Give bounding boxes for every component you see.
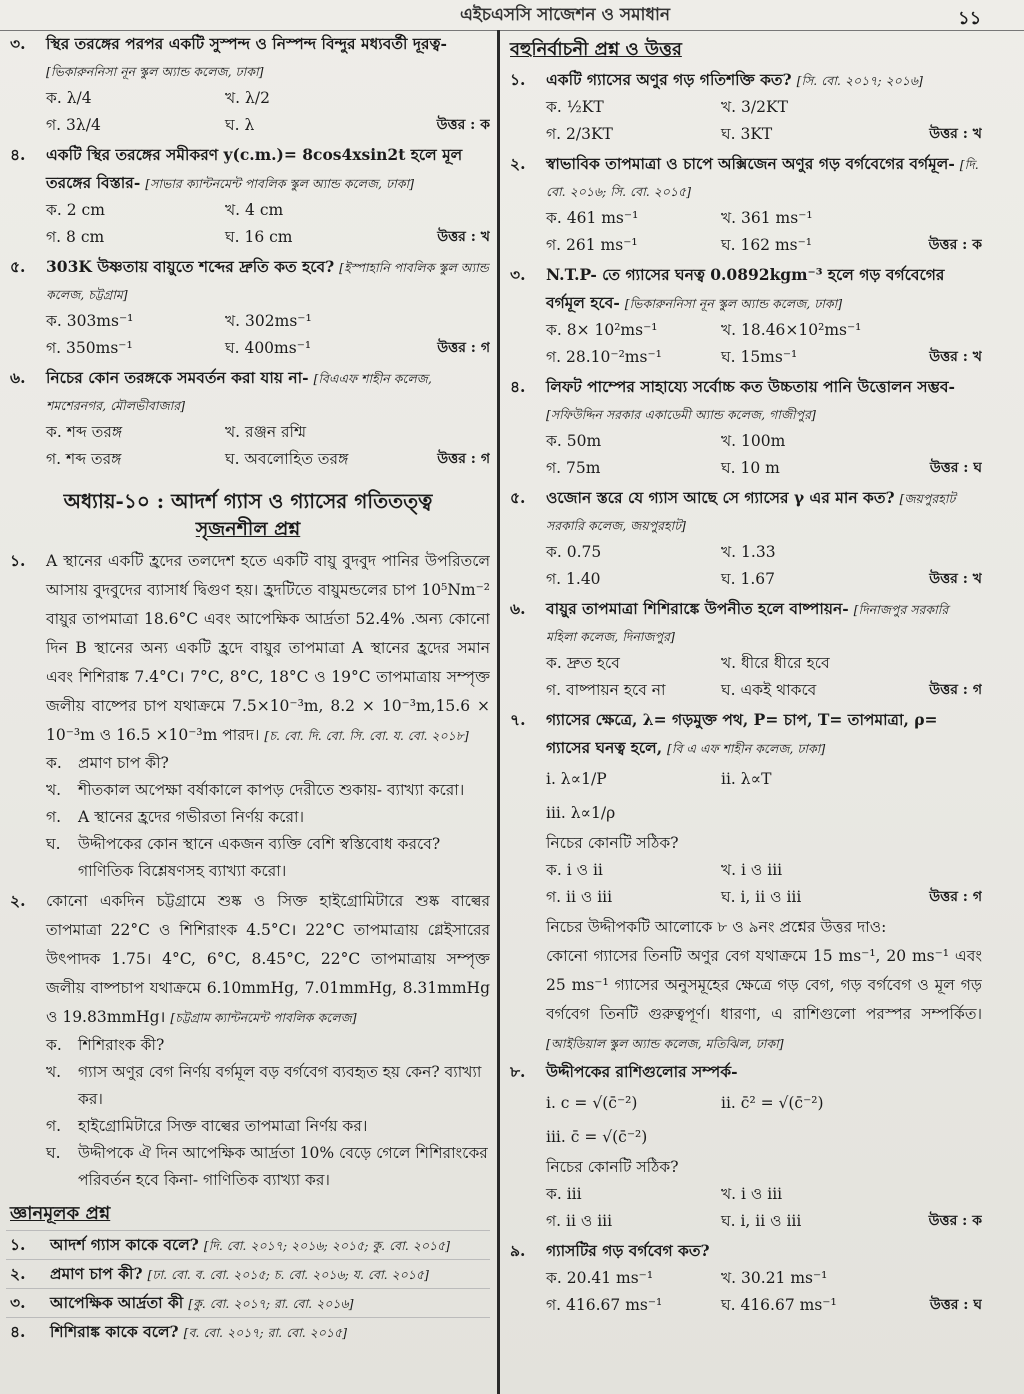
- answer-label: উত্তর : ঘ: [929, 460, 982, 476]
- options-grid: [546, 857, 982, 911]
- option: গ. বাষ্পায়ন হবে না: [546, 681, 666, 699]
- option: গ. 75m: [546, 459, 601, 477]
- answer-label: উত্তর : খ: [929, 571, 982, 587]
- creative-question: [6, 547, 490, 885]
- statement: iii. λ∝1/ρ: [546, 804, 616, 822]
- option: খ. 361 ms⁻¹: [721, 209, 813, 227]
- question-stem: নিচের কোন তরঙ্গকে সমবর্তন করা যায় না-: [46, 368, 309, 387]
- prompt: নিচের কোনটি সঠিক?: [546, 1158, 679, 1176]
- question-number: ৩.: [10, 34, 26, 53]
- answer-label: উত্তর : গ: [929, 889, 982, 905]
- answer-label: উত্তর : গ: [929, 682, 982, 698]
- sub-question: ক. প্রমাণ চাপ কী?: [46, 754, 169, 772]
- option: খ. রঞ্জন রশ্মি: [225, 423, 307, 441]
- option: ক. ½KT: [546, 98, 604, 116]
- mcq-question: [6, 364, 490, 473]
- option: গ. 8 cm: [46, 228, 105, 246]
- option: খ. ধীরে ধীরে হবে: [721, 654, 830, 672]
- options-grid: [46, 419, 490, 473]
- question-source: [ভিকারুননিসা নূন স্কুল অ্যান্ড কলেজ, ঢাকা]: [46, 64, 264, 79]
- sub-question: খ. শীতকাল অপেক্ষা বর্ষাকালে কাপড় দেরীতে শুকায়- ব্যাখ্যা করো।: [46, 781, 465, 799]
- answer-label: উত্তর : ক: [436, 117, 490, 133]
- option: ক. λ/4: [46, 89, 92, 107]
- mcq-question: ৩. N.T.P- তে গ্যাসের ঘনত্ব 0.0892kgm⁻³ হলে গড় বর্গবেগের বর্গমূল হবে- [ভিকারুননিসা নূন স্কুল অ্যান্ড কলেজ, ঢাকা] ক. 8× 10²ms⁻¹ খ. 18.46×10²ms⁻¹ গ. 28.10⁻²ms⁻¹ ঘ. 15ms⁻¹ উত্তর : খ: [506, 261, 982, 371]
- statement: i. c = √(c̄⁻²): [546, 1094, 638, 1112]
- question-source: [সাভার ক্যান্টনমেন্ট পাবলিক স্কুল অ্যান্ড কলেজ, ঢাকা]: [145, 176, 414, 191]
- mcq-question: ৬. বায়ুর তাপমাত্রা শিশিরাঙ্কে উপনীত হলে বাষ্পায়ন- [দিনাজপুর সরকারি মহিলা কলেজ, দিনাজপুর] ক. দ্রুত হবে খ. ধীরে ধীরে হবে গ. বাষ্পায়ন হবে না ঘ. একই থাকবে উত্তর : গ: [506, 595, 982, 704]
- sub-question: ক. শিশিরাংক কী?: [46, 1036, 165, 1054]
- options-grid: [546, 317, 982, 371]
- mcq-question: ৯. গ্যাসটির গড় বর্গবেগ কত? ক. 20.41 ms⁻¹ খ. 30.21 ms⁻¹ গ. 416.67 ms⁻¹ ঘ. 416.67 ms⁻¹ উত্তর : ঘ: [506, 1237, 982, 1319]
- option: ক. 2 cm: [46, 201, 105, 219]
- option: গ. শব্দ তরঙ্গ: [46, 450, 122, 468]
- statement: iii. c̄ = √(c̄⁻²): [546, 1128, 648, 1146]
- answer-label: উত্তর : ঘ: [929, 1297, 982, 1313]
- question-number: ৬.: [10, 368, 26, 387]
- option: খ. λ/2: [225, 89, 270, 107]
- creative-question: [6, 887, 490, 1194]
- passage: [506, 913, 982, 1058]
- sub-question: গ. A স্থানের হ্রদের গভীরতা নির্ণয় করো।: [46, 808, 305, 826]
- option: গ. 261 ms⁻¹: [546, 236, 638, 254]
- answer-label: উত্তর : খ: [929, 126, 982, 142]
- option: খ. 100m: [721, 432, 786, 450]
- options-grid: [546, 650, 982, 704]
- options-grid: [546, 428, 982, 482]
- options-grid: [46, 308, 490, 362]
- option: গ. 416.67 ms⁻¹: [546, 1296, 663, 1314]
- option: ঘ. অবলোহিত তরঙ্গ: [225, 450, 349, 468]
- option: ঘ. 162 ms⁻¹: [721, 236, 813, 254]
- option: খ. i ও iii: [721, 1185, 783, 1203]
- left-mcq-list: [6, 30, 490, 473]
- option: খ. 30.21 ms⁻¹: [721, 1269, 828, 1287]
- question-stem: একটি স্থির তরঙ্গের সমীকরণ y(c.m.)= 8cos4xsin2t হলে মূল তরঙ্গের বিস্তার-: [46, 145, 463, 192]
- option: ঘ. i, ii ও iii: [721, 1212, 802, 1230]
- option: ঘ. 16 cm: [225, 228, 293, 246]
- question-number: ২.: [10, 891, 26, 910]
- option: গ. ii ও iii: [546, 1212, 613, 1230]
- answer-label: উত্তর : গ: [437, 451, 490, 467]
- header-title: এইচএসসি সাজেশন ও সমাধান: [460, 5, 671, 25]
- option: গ. 1.40: [546, 570, 601, 588]
- passage-text: কোনো গ্যাসের তিনটি অণুর বেগ যথাক্রমে 15 ms⁻¹, 20 ms⁻¹ এবং 25 ms⁻¹ গ্যাসের অনুসমূহের ক্ষেত্রে গড় বেগ, গড় বর্গবেগ ও মূল গড় বর্গবেগ তিনটি গুরুত্বপূর্ণ। ধারণা, এ রাশিগুলো পরস্পর সম্পর্কিত।: [546, 947, 982, 1023]
- mcq-question: ৫. ওজোন স্তরে যে গ্যাস আছে সে গ্যাসের γ এর মান কত? [জয়পুরহাট সরকারি কলেজ, জয়পুরহাট] ক. 0.75 খ. 1.33 গ. 1.40 ঘ. 1.67 উত্তর : খ: [506, 484, 982, 593]
- knowledge-question: ৪. শিশিরাঙ্ক কাকে বলে? [ব. বো. ২০১৭; রা. বো. ২০১৫]: [6, 1317, 490, 1346]
- statement: ii. c̄² = √(c̄⁻²): [721, 1094, 824, 1112]
- statements: [546, 762, 982, 830]
- question-stem: স্থির তরঙ্গের পরপর একটি সুস্পন্দ ও নিস্পন্দ বিন্দুর মধ্যবর্তী দূরত্ব-: [46, 34, 447, 53]
- mcq-question: ৮. উদ্দীপকের রাশিগুলোর সম্পর্ক- i. c = √(c̄⁻²) ii. c̄² = √(c̄⁻²) iii. c̄ = √(c̄⁻²) নিচের কোনটি সঠিক? ক. iii খ. i ও iii গ. ii ও iii ঘ. i, ii ও iii উত্তর : ক: [506, 1058, 982, 1235]
- options-grid: [546, 1181, 982, 1235]
- option: গ. 2/3KT: [546, 125, 613, 143]
- options-grid: [546, 1265, 982, 1319]
- option: গ. ii ও iii: [546, 888, 613, 906]
- answer-label: উত্তর : ক: [928, 1213, 982, 1229]
- option: ঘ. 15ms⁻¹: [721, 348, 798, 366]
- options-grid: [546, 94, 982, 148]
- answer-label: উত্তর : খ: [929, 349, 982, 365]
- option: খ. 302ms⁻¹: [225, 312, 312, 330]
- left-column: [6, 30, 490, 1394]
- option: ক. 303ms⁻¹: [46, 312, 134, 330]
- knowledge-question: ১. আদর্শ গ্যাস কাকে বলে? [দি. বো. ২০১৭; ২০১৬; ২০১৫; কু. বো. ২০১৫]: [6, 1230, 490, 1259]
- answer-label: উত্তর : ক: [928, 237, 982, 253]
- option: খ. 4 cm: [225, 201, 284, 219]
- option: ঘ. λ: [225, 116, 255, 134]
- option: খ. i ও iii: [721, 861, 783, 879]
- options-grid: [546, 205, 982, 259]
- option: ঘ. 1.67: [721, 570, 775, 588]
- answer-label: উত্তর : গ: [437, 340, 490, 356]
- sub-question: গ. হাইগ্রোমিটারে সিক্ত বাল্বের তাপমাত্রা নির্ণয় কর।: [46, 1117, 368, 1135]
- knowledge-question: ২. প্রমাণ চাপ কী? [ঢা. বো. ব. বো. ২০১৫; চ. বো. ২০১৬; য. বো. ২০১৫]: [6, 1259, 490, 1288]
- option: গ. 3λ/4: [46, 116, 101, 134]
- option: খ. 1.33: [721, 543, 776, 561]
- answer-label: উত্তর : খ: [437, 229, 490, 245]
- question-number: ১.: [10, 551, 26, 570]
- options-grid: [46, 197, 490, 251]
- statement: i. λ∝1/P: [546, 770, 607, 788]
- question-number: ৫.: [10, 257, 26, 276]
- option: ক. 50m: [546, 432, 602, 450]
- question-source: [বিএএফ শাহীন কলেজ, শমশেরনগর, মৌলভীবাজার]: [46, 371, 432, 413]
- mcq-question: ৭. গ্যাসের ক্ষেত্রে, λ= গড়মুক্ত পথ, P= চাপ, T= তাপমাত্রা, ρ= গ্যাসের ঘনত্ব হলে, [বি এ এফ শাহীন কলেজ, ঢাকা] i. λ∝1/P ii. λ∝T iii. λ∝1/ρ নিচের কোনটি সঠিক? ক. i ও ii খ. i ও iii গ. ii ও iii ঘ. i, ii ও iii উত্তর : গ: [506, 706, 982, 911]
- statement: ii. λ∝T: [721, 770, 772, 788]
- prompt: নিচের কোনটি সঠিক?: [546, 834, 679, 852]
- mcq-question: [6, 30, 490, 139]
- option: ঘ. 416.67 ms⁻¹: [721, 1296, 837, 1314]
- option: ক. 20.41 ms⁻¹: [546, 1269, 654, 1287]
- option: ঘ. 3KT: [721, 125, 773, 143]
- option: ক. 8× 10²ms⁻¹: [546, 321, 658, 339]
- knowledge-heading: জ্ঞানমূলক প্রশ্ন: [10, 1203, 111, 1224]
- mcq-question: [6, 141, 490, 251]
- mcq-question: ৪. লিফট পাম্পের সাহায্যে সর্বোচ্চ কত উচ্চতায় পানি উত্তোলন সম্ভব- [সফিউদ্দিন সরকার একাডেমী অ্যান্ড কলেজ, গাজীপুর] ক. 50m খ. 100m গ. 75m ঘ. 10 m উত্তর : ঘ: [506, 373, 982, 482]
- option: ক. দ্রুত হবে: [546, 654, 620, 672]
- page-number: ১১: [958, 8, 982, 29]
- mcq-question: ২. স্বাভাবিক তাপমাত্রা ও চাপে অক্সিজেন অণুর গড় বর্গবেগের বর্গমূল- [দি. বো. ২০১৬; সি. বো. ২০১৫] ক. 461 ms⁻¹ খ. 361 ms⁻¹ গ. 261 ms⁻¹ ঘ. 162 ms⁻¹ উত্তর : ক: [506, 150, 982, 259]
- creative-heading: সৃজনশীল প্রশ্ন: [195, 518, 301, 540]
- option: খ. 3/2KT: [721, 98, 788, 116]
- option: গ. 28.10⁻²ms⁻¹: [546, 348, 662, 366]
- option: ক. 461 ms⁻¹: [546, 209, 639, 227]
- option: ঘ. 10 m: [721, 459, 780, 477]
- passage-source: [আইডিয়াল স্কুল অ্যান্ড কলেজ, মতিঝিল, ঢাকা]: [546, 1036, 784, 1051]
- chapter-title: অধ্যায়-১০ : আদর্শ গ্যাস ও গ্যাসের গতিতত্ত্ব: [63, 489, 433, 513]
- sub-question: খ. গ্যাস অণুর বেগ নির্ণয় বর্গমূল বড় বর্গবেগ ব্যবহৃত হয় কেন? ব্যাখ্যা কর।: [46, 1063, 482, 1108]
- statements: [546, 1086, 982, 1154]
- options-grid: [46, 85, 490, 139]
- option: ঘ. একই থাকবে: [721, 681, 817, 699]
- question-stem: 303K উষ্ণতায় বায়ুতে শব্দের দ্রুতি কত হবে?: [46, 257, 335, 276]
- option: ঘ. i, ii ও iii: [721, 888, 802, 906]
- sub-question: ঘ. উদ্দীপকে ঐ দিন আপেক্ষিক আর্দ্রতা 10% বেড়ে গেলে শিশিরাংকের পরিবর্তন হবে কিনা- গাণিতিক ব্যাখ্যা কর।: [46, 1144, 488, 1189]
- knowledge-question: ৩. আপেক্ষিক আর্দ্রতা কী [কু. বো. ২০১৭; রা. বো. ২০১৬]: [6, 1288, 490, 1317]
- right-column: [506, 30, 982, 1394]
- option: গ. 350ms⁻¹: [46, 339, 133, 357]
- options-grid: [546, 539, 982, 593]
- option: ক. i ও ii: [546, 861, 603, 879]
- mcq-question: ১. একটি গ্যাসের অণুর গড় গতিশক্তি কত? [সি. বো. ২০১৭; ২০১৬] ক. ½KT খ. 3/2KT গ. 2/3KT ঘ. 3KT উত্তর : খ: [506, 66, 982, 148]
- running-header: [0, 0, 1024, 31]
- question-source: [ইস্পাহানি পাবলিক স্কুল অ্যান্ড কলেজ, চট্টগ্রাম]: [46, 260, 489, 302]
- creative-stimulus: A স্থানের একটি হ্রদের তলদেশ হতে একটি বায়ু বুদবুদ পানির উপরিতলে আসায় বুদবুদের ব্যাসার্ধ দ্বিগুণ হয়। হ্রদটিতে বায়ুমন্ডলের চাপ 10⁵Nm⁻² বায়ুর তাপমাত্রা 18.6°C এবং আপেক্ষিক আর্দ্রতা 52.4% .অন্য কোনো দিন B স্থানের অন্য একটি হ্রদে বায়ুর তাপমাত্রা A স্থানের হ্রদের সমান এবং শিশিরাঙ্ক 7.4°C। 7°C, 8°C, 18°C ও 19°C তাপমাত্রায় সম্পৃক্ত জলীয় বাষ্পের চাপ যথাক্রমে 7.5×10⁻³m, 8.2 × 10⁻³m,15.6 × 10⁻³m ও 16.5 ×10⁻³m পারদ। [চ. বো. দি. বো. সি. বো. য. বো. ২০১৮]: [46, 552, 490, 744]
- question-number: ৪.: [10, 145, 26, 164]
- option: খ. 18.46×10²ms⁻¹: [721, 321, 862, 339]
- option: ক. শব্দ তরঙ্গ: [46, 423, 123, 441]
- creative-stimulus: কোনো একদিন চট্টগ্রামে শুষ্ক ও সিক্ত হাইগ্রোমিটারে শুষ্ক বাল্বের তাপমাত্রা 22°C ও শিশিরাংক 4.5°C। 22°C তাপমাত্রায় গ্লেইসারের উৎপাদক 1.75। 4°C, 6°C, 8.45°C, 22°C তাপমাত্রায় সম্পৃক্ত জলীয় বাষ্পচাপ যথাক্রমে 6.10mmHg, 7.01mmHg, 8.31mmHg ও 19.83mmHg। [চট্টগ্রাম ক্যান্টনমেন্ট পাবলিক কলেজ]: [46, 892, 490, 1026]
- passage-intro: নিচের উদ্দীপকটি আলোকে ৮ ও ৯নং প্রশ্নের উত্তর দাও:: [546, 918, 887, 936]
- sub-question: ঘ. উদ্দীপকের কোন স্থানে একজন ব্যক্তি বেশি স্বস্তিবোধ করবে? গাণিতিক বিশ্লেষণসহ ব্যাখ্যা করো।: [46, 835, 441, 880]
- mcq-question: [6, 253, 490, 362]
- option: ঘ. 400ms⁻¹: [225, 339, 312, 357]
- column-divider: [497, 30, 500, 1394]
- mcq-heading: বহুনির্বাচনী প্রশ্ন ও উত্তর: [510, 39, 682, 60]
- option: ক. 0.75: [546, 543, 602, 561]
- option: ক. iii: [546, 1185, 582, 1203]
